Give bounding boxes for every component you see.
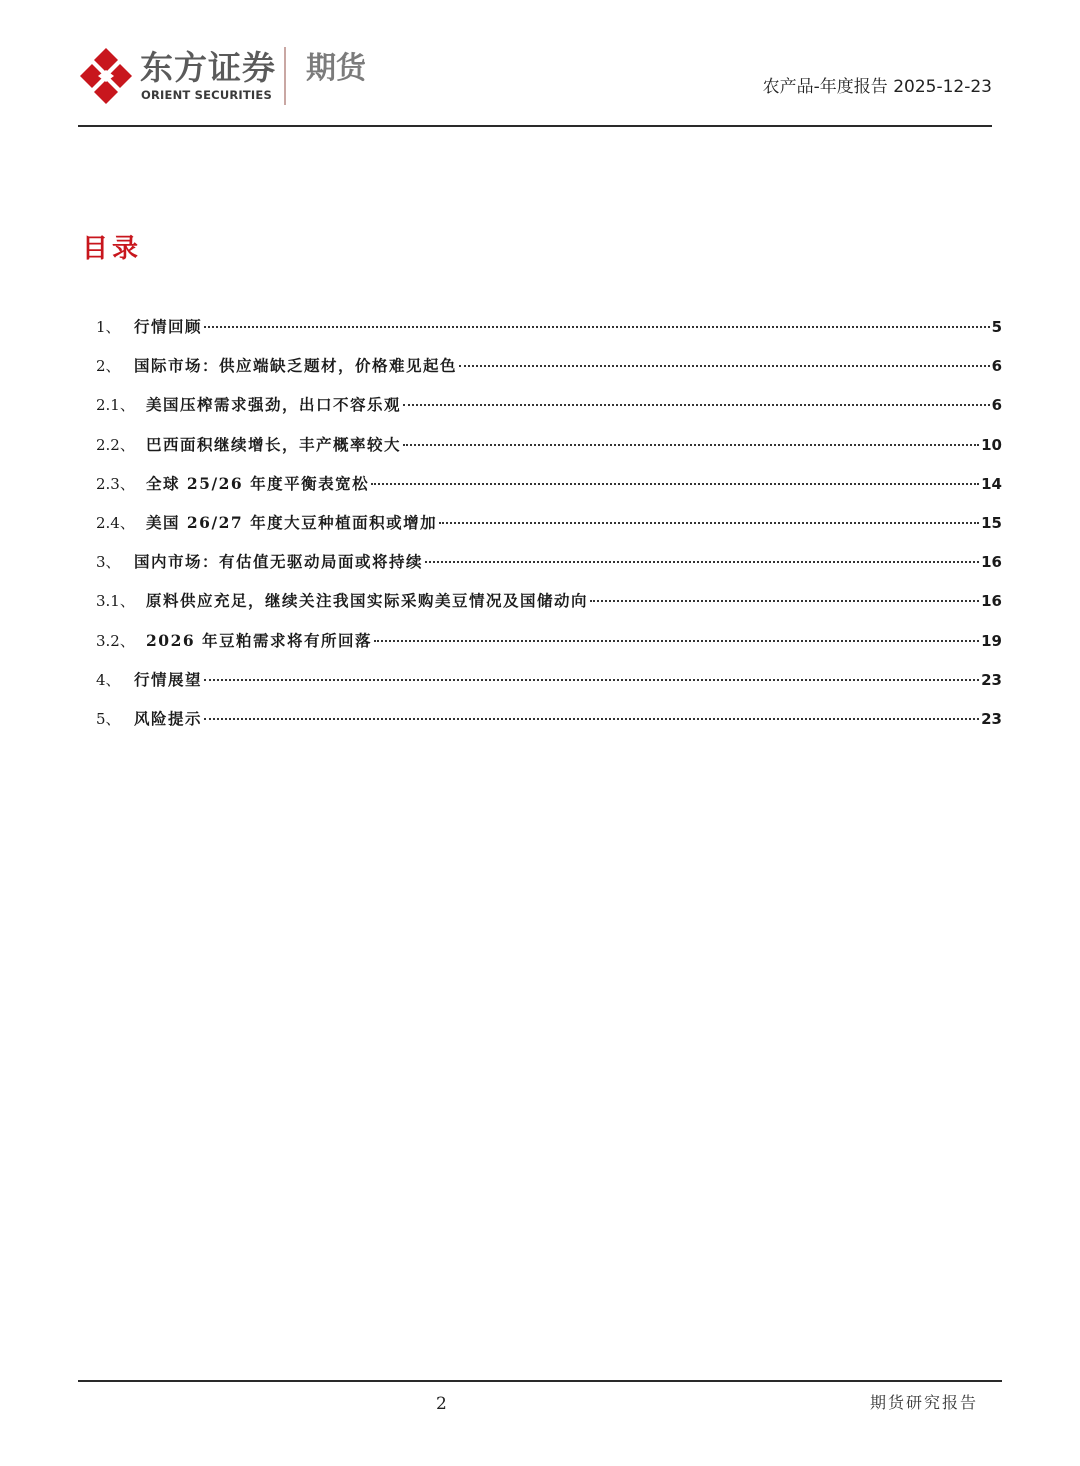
toc-entry-number: 5、: [96, 709, 121, 728]
toc-entry-number: 2.3、: [96, 474, 135, 493]
header-rule: [78, 125, 992, 127]
toc-entry-title: 风险提示: [134, 708, 203, 728]
toc-dot-leader: [439, 522, 979, 524]
toc-entry-number: 2、: [96, 357, 121, 376]
orient-securities-logo-icon: [78, 46, 134, 106]
toc-entry-page: 6: [991, 396, 1002, 415]
toc-entry-page: 5: [991, 318, 1002, 336]
toc-entry-number: 3.2、: [96, 631, 135, 650]
toc-dot-leader: [371, 483, 979, 485]
toc-dot-leader: [459, 365, 990, 367]
toc-entry-title: 国内市场：有估值无驱动局面或将持续: [134, 552, 424, 572]
toc-dot-leader: [204, 718, 979, 720]
toc-entry-title: 美国 26/27 年度大豆种植面积或增加: [146, 512, 438, 532]
toc-entry-number: 3、: [96, 553, 121, 572]
toc-entry-title: 国际市场：供应端缺乏题材，价格难见起色: [134, 356, 458, 376]
toc-entry[interactable]: [96, 469, 1002, 508]
toc-entry-number: 2.4、: [96, 513, 135, 532]
toc-entry-page: 10: [981, 435, 1002, 454]
toc-entry-title: 行情展望: [134, 669, 203, 689]
logo-english-name: ORIENT SECURITIES: [141, 88, 272, 102]
toc-dot-leader: [425, 561, 979, 563]
toc-entry[interactable]: [96, 547, 1002, 586]
toc-entry-page: 6: [991, 357, 1002, 376]
toc-entry-number: 2.2、: [96, 435, 135, 454]
toc-entry-page: 23: [981, 709, 1002, 728]
toc-entry[interactable]: [96, 626, 1002, 665]
toc-entry[interactable]: [96, 704, 1002, 743]
toc-entry-title: 美国压榨需求强劲，出口不容乐观: [146, 395, 402, 415]
toc-entry-page: 19: [981, 631, 1002, 650]
footer-rule: [78, 1380, 1002, 1382]
toc-entry[interactable]: [96, 665, 1002, 704]
toc-dot-leader: [204, 326, 990, 328]
toc-entry-number: 2.1、: [96, 396, 135, 415]
toc-title: 目录: [82, 234, 143, 264]
toc-entry-number: 3.1、: [96, 592, 135, 611]
toc-entry-page: 14: [981, 474, 1002, 493]
toc-entry-page: 16: [981, 553, 1002, 572]
toc-entry-number: 1、: [96, 318, 121, 336]
page-header: [0, 0, 1080, 130]
toc-entry[interactable]: [96, 312, 1002, 351]
toc-entry-number: 4、: [96, 670, 121, 689]
toc-entry[interactable]: [96, 586, 1002, 625]
toc-entry[interactable]: [96, 508, 1002, 547]
toc-entry-title: 原料供应充足，继续关注我国实际采购美豆情况及国储动向: [146, 591, 589, 611]
toc-entry-page: 15: [981, 513, 1002, 532]
toc-entry-title: 行情回顾: [134, 317, 203, 336]
toc-dot-leader: [403, 444, 979, 446]
logo-chinese-name: 东方证券: [140, 48, 276, 87]
toc-dot-leader: [374, 640, 979, 642]
toc-entry-page: 23: [981, 670, 1002, 689]
logo-divider: [284, 47, 286, 105]
toc-dot-leader: [403, 404, 990, 406]
report-meta: 农产品-年度报告 2025-12-23: [762, 77, 992, 97]
toc-entry[interactable]: [96, 351, 1002, 390]
toc-dot-leader: [204, 679, 979, 681]
toc-entry-title: 巴西面积继续增长，丰产概率较大: [146, 434, 402, 454]
table-of-contents: [96, 312, 1002, 743]
toc-entry[interactable]: [96, 390, 1002, 429]
page-number: 2: [436, 1394, 447, 1414]
footer-label: 期货研究报告: [869, 1393, 978, 1412]
toc-entry-page: 16: [981, 592, 1002, 611]
toc-entry-title: 2026 年豆粕需求将有所回落: [146, 630, 373, 650]
division-label: 期货: [306, 51, 366, 86]
toc-entry-title: 全球 25/26 年度平衡表宽松: [146, 473, 370, 493]
toc-entry[interactable]: [96, 430, 1002, 469]
toc-dot-leader: [590, 600, 979, 602]
